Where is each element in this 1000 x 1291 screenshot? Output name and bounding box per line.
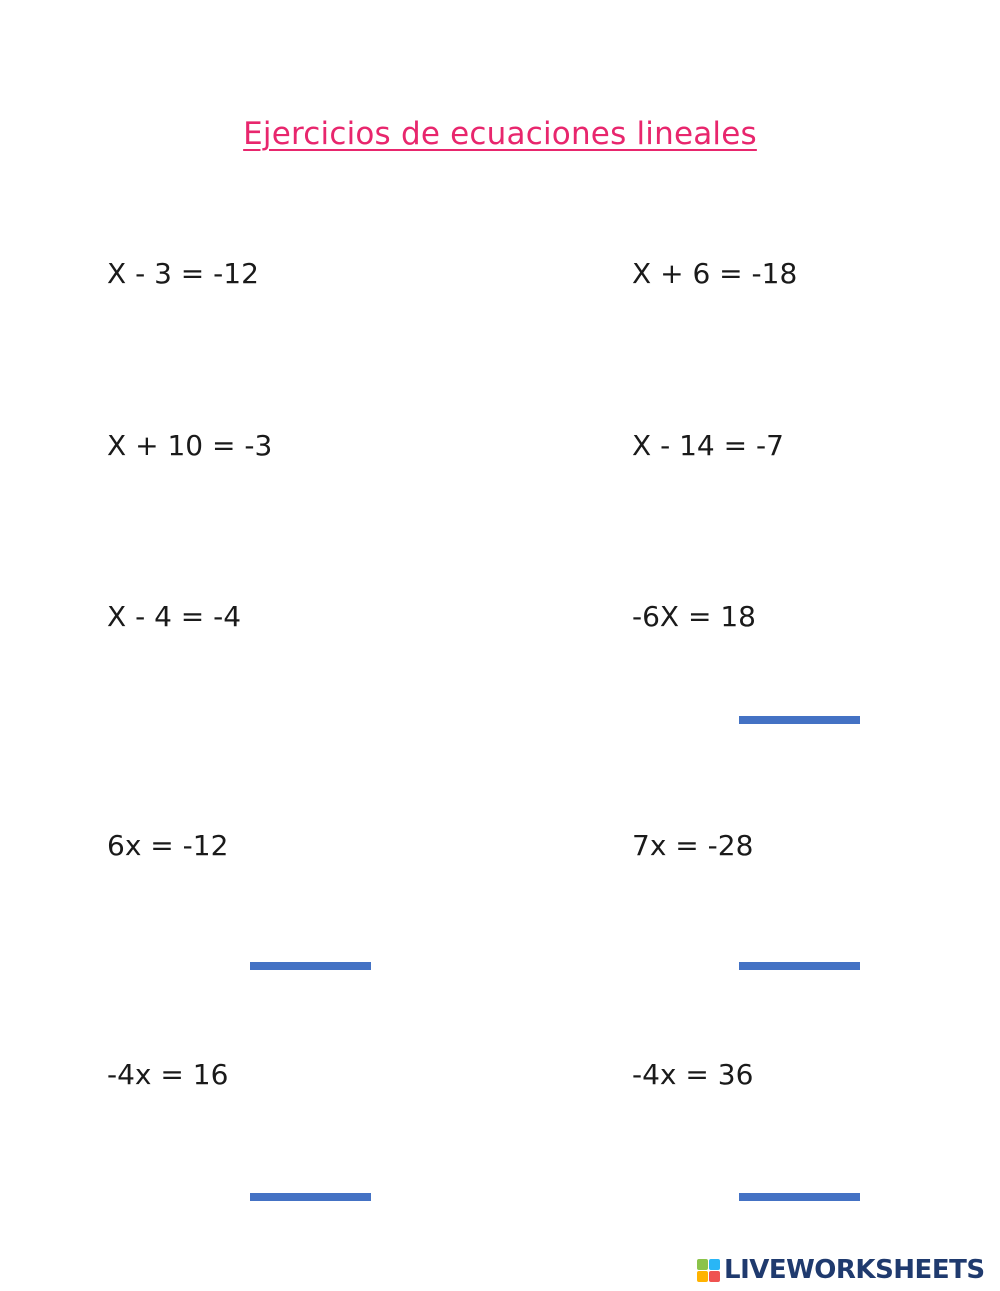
answer-field-left-4[interactable] <box>250 962 371 970</box>
brand-text: LIVEWORKSHEETS <box>724 1255 985 1285</box>
equation-left-3: X - 4 = -4 <box>107 600 242 633</box>
equation-left-2: X + 10 = -3 <box>107 429 273 462</box>
equation-left-5: -4x = 16 <box>107 1058 229 1091</box>
logo-square-icon <box>709 1259 720 1270</box>
answer-field-right-3[interactable] <box>739 716 860 724</box>
liveworksheets-logo-icon <box>697 1259 720 1282</box>
logo-square-icon <box>697 1259 708 1270</box>
answer-field-right-5[interactable] <box>739 1193 860 1201</box>
liveworksheets-brand <box>697 1255 985 1285</box>
equation-left-4: 6x = -12 <box>107 829 229 862</box>
logo-square-icon <box>697 1271 708 1282</box>
equation-right-1: X + 6 = -18 <box>632 257 798 290</box>
answer-field-left-5[interactable] <box>250 1193 371 1201</box>
logo-square-icon <box>709 1271 720 1282</box>
equation-left-1: X - 3 = -12 <box>107 257 259 290</box>
equation-right-3: -6X = 18 <box>632 600 756 633</box>
answer-field-right-4[interactable] <box>739 962 860 970</box>
equation-right-4: 7x = -28 <box>632 829 754 862</box>
equation-right-2: X - 14 = -7 <box>632 429 784 462</box>
equation-right-5: -4x = 36 <box>632 1058 754 1091</box>
worksheet-title: Ejercicios de ecuaciones lineales <box>243 116 757 152</box>
